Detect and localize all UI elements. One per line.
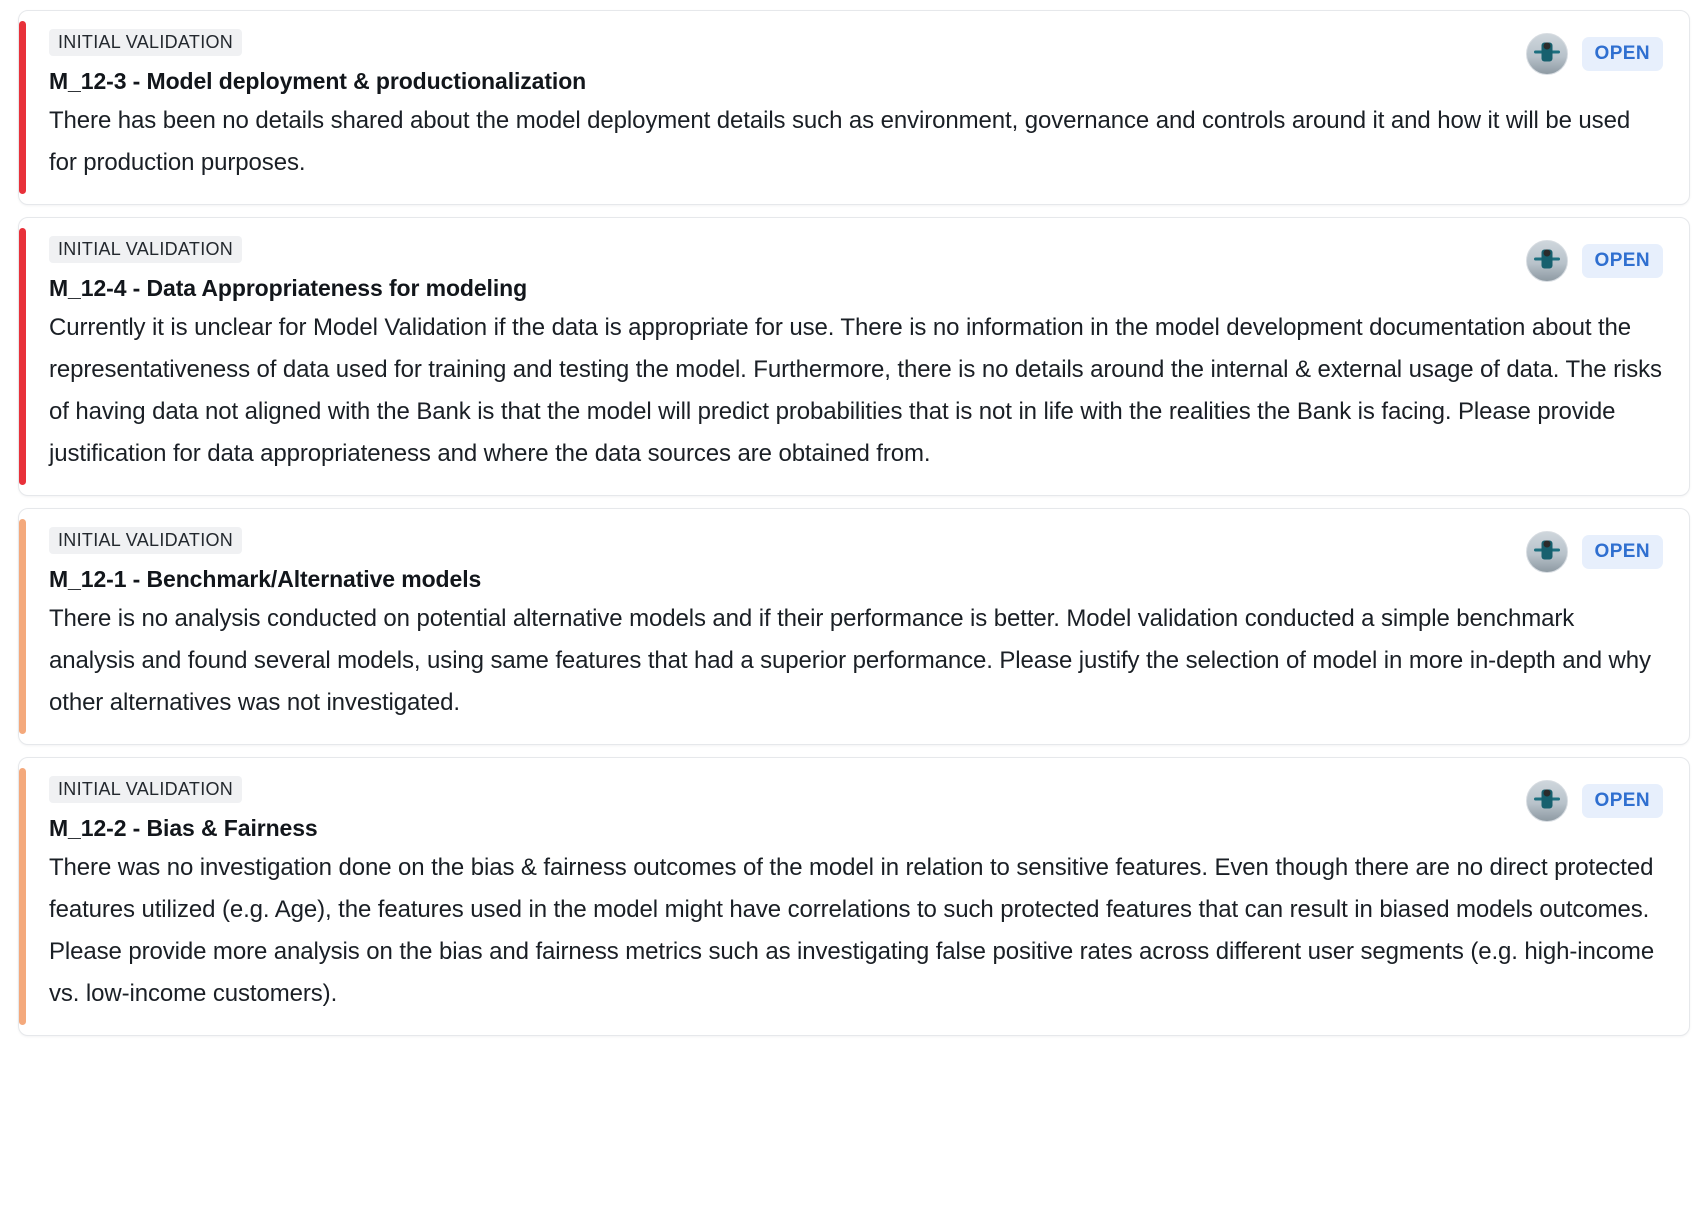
status-badge[interactable]: OPEN [1582, 37, 1663, 71]
finding-description: There has been no details shared about the model deployment details such as environment, governance and controls around it and how it will be used for production purposes. [49, 107, 1631, 176]
stage-tag: INITIAL VALIDATION [49, 29, 242, 56]
finding-header [49, 527, 1663, 593]
finding-description: Currently it is unclear for Model Validation if the data is appropriate for use. There is no information in the model development documentation about the representativeness of data used for training and testing the model. Furthermore, there is no details around the internal & external usage of data. The risks of having data not aligned with the Bank is that the model will predict probabilities that is not in life with the realities the Bank is facing. Please provide justification for data appropriateness and where the data sources are obtained from. [49, 314, 1662, 467]
finding-header [49, 776, 1663, 842]
finding-meta [1526, 236, 1663, 282]
stage-tag: INITIAL VALIDATION [49, 527, 242, 554]
finding-meta [1526, 527, 1663, 573]
severity-indicator [19, 768, 26, 1025]
finding-title: M_12-4 - Data Appropriateness for modeling [49, 275, 528, 301]
finding-description: There is no analysis conducted on potential alternative models and if their performance is better. Model validation conducted a simple benchmark analysis and found several models, using same features that had a superior performance. Please justify the selection of model in more in-depth and why other alternatives was not investigated. [49, 605, 1651, 716]
avatar-figure-head [1543, 250, 1550, 257]
finding-title: M_12-2 - Bias & Fairness [49, 815, 318, 841]
severity-indicator [19, 21, 26, 194]
reviewer-avatar[interactable] [1526, 531, 1568, 573]
finding-card[interactable] [18, 757, 1690, 1036]
finding-main [49, 776, 1506, 842]
finding-title: M_12-3 - Model deployment & productionalization [49, 68, 587, 94]
finding-meta [1526, 29, 1663, 75]
status-badge[interactable]: OPEN [1582, 784, 1663, 818]
finding-title: M_12-1 - Benchmark/Alternative models [49, 566, 482, 592]
reviewer-avatar[interactable] [1526, 240, 1568, 282]
avatar-figure-head [1543, 541, 1550, 548]
severity-indicator [19, 228, 26, 485]
finding-card[interactable] [18, 217, 1690, 496]
status-badge[interactable]: OPEN [1582, 244, 1663, 278]
finding-header [49, 236, 1663, 302]
stage-tag: INITIAL VALIDATION [49, 236, 242, 263]
finding-card[interactable] [18, 10, 1690, 205]
status-badge[interactable]: OPEN [1582, 535, 1663, 569]
finding-meta [1526, 776, 1663, 822]
reviewer-avatar[interactable] [1526, 780, 1568, 822]
finding-main [49, 29, 1506, 95]
finding-main [49, 236, 1506, 302]
severity-indicator [19, 519, 26, 734]
finding-main [49, 527, 1506, 593]
finding-description: There was no investigation done on the bias & fairness outcomes of the model in relation to sensitive features. Even though there are no direct protected features utilized (e.g. Age), the features used in the model might have correlations to such protected features that can result in biased models outcomes. Please provide more analysis on the bias and fairness metrics such as investigating false positive rates across different user segments (e.g. high-income vs. low-income customers). [49, 854, 1655, 1007]
avatar-figure-head [1543, 43, 1550, 50]
finding-header [49, 29, 1663, 95]
reviewer-avatar[interactable] [1526, 33, 1568, 75]
finding-card[interactable] [18, 508, 1690, 745]
avatar-figure-head [1543, 790, 1550, 797]
stage-tag: INITIAL VALIDATION [49, 776, 242, 803]
